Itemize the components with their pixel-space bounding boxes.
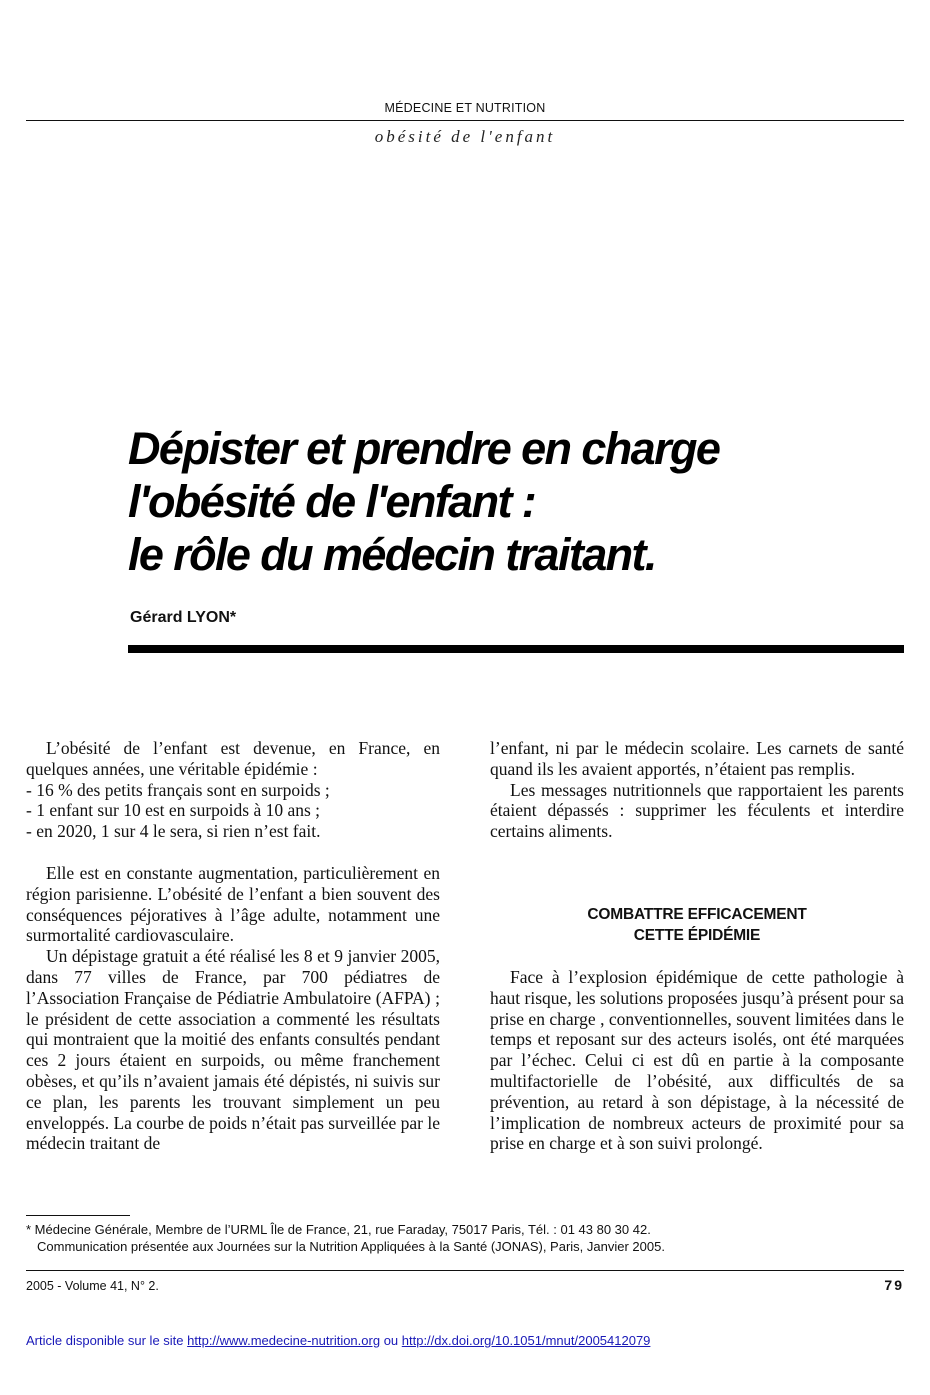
availability-prefix: Article disponible sur le site (26, 1333, 188, 1348)
footer-rule (26, 1270, 904, 1271)
list-item: - 1 enfant sur 10 est en surpoids à 10 ans ; (26, 800, 321, 821)
title-line-1: Dépister et prendre en charge (128, 423, 720, 474)
title-line-3: le rôle du médecin traitant. (128, 529, 656, 580)
doi-link[interactable]: http://dx.doi.org/10.1051/mnut/2005412079 (401, 1333, 651, 1348)
footnote-line-1: * Médecine Générale, Membre de l’URML Île de France, 21, rue Faraday, 75017 Paris, Tél. : 01 43 80 30 42. (26, 1222, 651, 1237)
title-line-2: l'obésité de l'enfant : (128, 476, 536, 527)
section-running-head: obésité de l'enfant (374, 127, 556, 146)
section-heading-line-1: COMBATTRE EFFICACEMENT (587, 905, 807, 923)
body-paragraph: Un dépistage gratuit a été réalisé les 8 et 9 janvier 2005, dans 77 villes de France, par 700 pédiatres de l’Association Française de Pédiatrie Ambulatoire (AFPA) ; le président de cette association a commenté les résultats qui montraient que la moitié des enfants consultés pendant ces 2 jours étaient en surpoids, ou même franchement obèses, et qu’ils n’avaient jamais été dépistés, ni suivis sur ce plan, les parents les trouvant simplement un peu enveloppés. La courbe de poids n’était pas surveillée par le médecin traitant de (26, 946, 441, 1154)
list-item: - en 2020, 1 sur 4 le sera, si rien n’est fait. (26, 821, 321, 842)
body-paragraph: Les messages nutritionnels que rapportaient les parents étaient dépassés : supprimer les féculents et interdire certains aliments. (490, 779, 904, 842)
section-heading-line-2: CETTE ÉPIDÉMIE (633, 926, 761, 944)
journal-site-link[interactable]: http://www.medecine-nutrition.org (187, 1333, 381, 1348)
article-author: Gérard LYON* (130, 609, 237, 626)
list-item: - 16 % des petits français sont en surpoids ; (26, 779, 330, 800)
footnote-line-2: Communication présentée aux Journées sur la Nutrition Appliquées à la Santé (JONAS), Paris, Janvier 2005. (37, 1239, 665, 1254)
title-thick-rule (128, 645, 904, 653)
page-number: 79 (884, 1277, 904, 1293)
body-paragraph: Face à l’explosion épidémique de cette pathologie à haut risque, les solutions proposées jusqu’à présent pour sa prise en charge , conventionnelles, souvent limitées dans le temps et reposant sur des acteurs isolés, ont été marquées par l’échec. Celui ci est dû en partie à la composante multifactorielle de l’obésité, aux difficultés de sa prévention, au retard à son dépistage, à la nécessité de l’implication de nombreux acteurs de proximité pour sa prise en charge et à son suivi prolongé. (490, 966, 904, 1154)
availability-notice (26, 1333, 650, 1348)
body-paragraph: l’enfant, ni par le médecin scolaire. Les carnets de santé quand ils les avaient apportés, n’étaient pas remplis. (490, 738, 904, 779)
header-rule (26, 120, 904, 121)
intro-paragraph: L’obésité de l’enfant est devenue, en France, en quelques années, une véritable épidémie : (26, 738, 440, 779)
article-title (128, 422, 908, 581)
right-column (490, 738, 904, 1154)
footnote-rule (26, 1215, 130, 1216)
journal-running-head: MÉDECINE ET NUTRITION (384, 101, 546, 115)
body-paragraph: Elle est en constante augmentation, particulièrement en région parisienne. L’obésité de l’enfant a bien souvent des conséquences péjoratives à l’âge adulte, notamment une surmortalité cardiovasculaire. (26, 862, 440, 946)
section-heading (490, 904, 904, 946)
footnote (26, 1221, 906, 1255)
availability-middle: ou (380, 1333, 402, 1348)
left-column (26, 738, 440, 1154)
issue-info: 2005 - Volume 41, N° 2. (26, 1279, 159, 1293)
